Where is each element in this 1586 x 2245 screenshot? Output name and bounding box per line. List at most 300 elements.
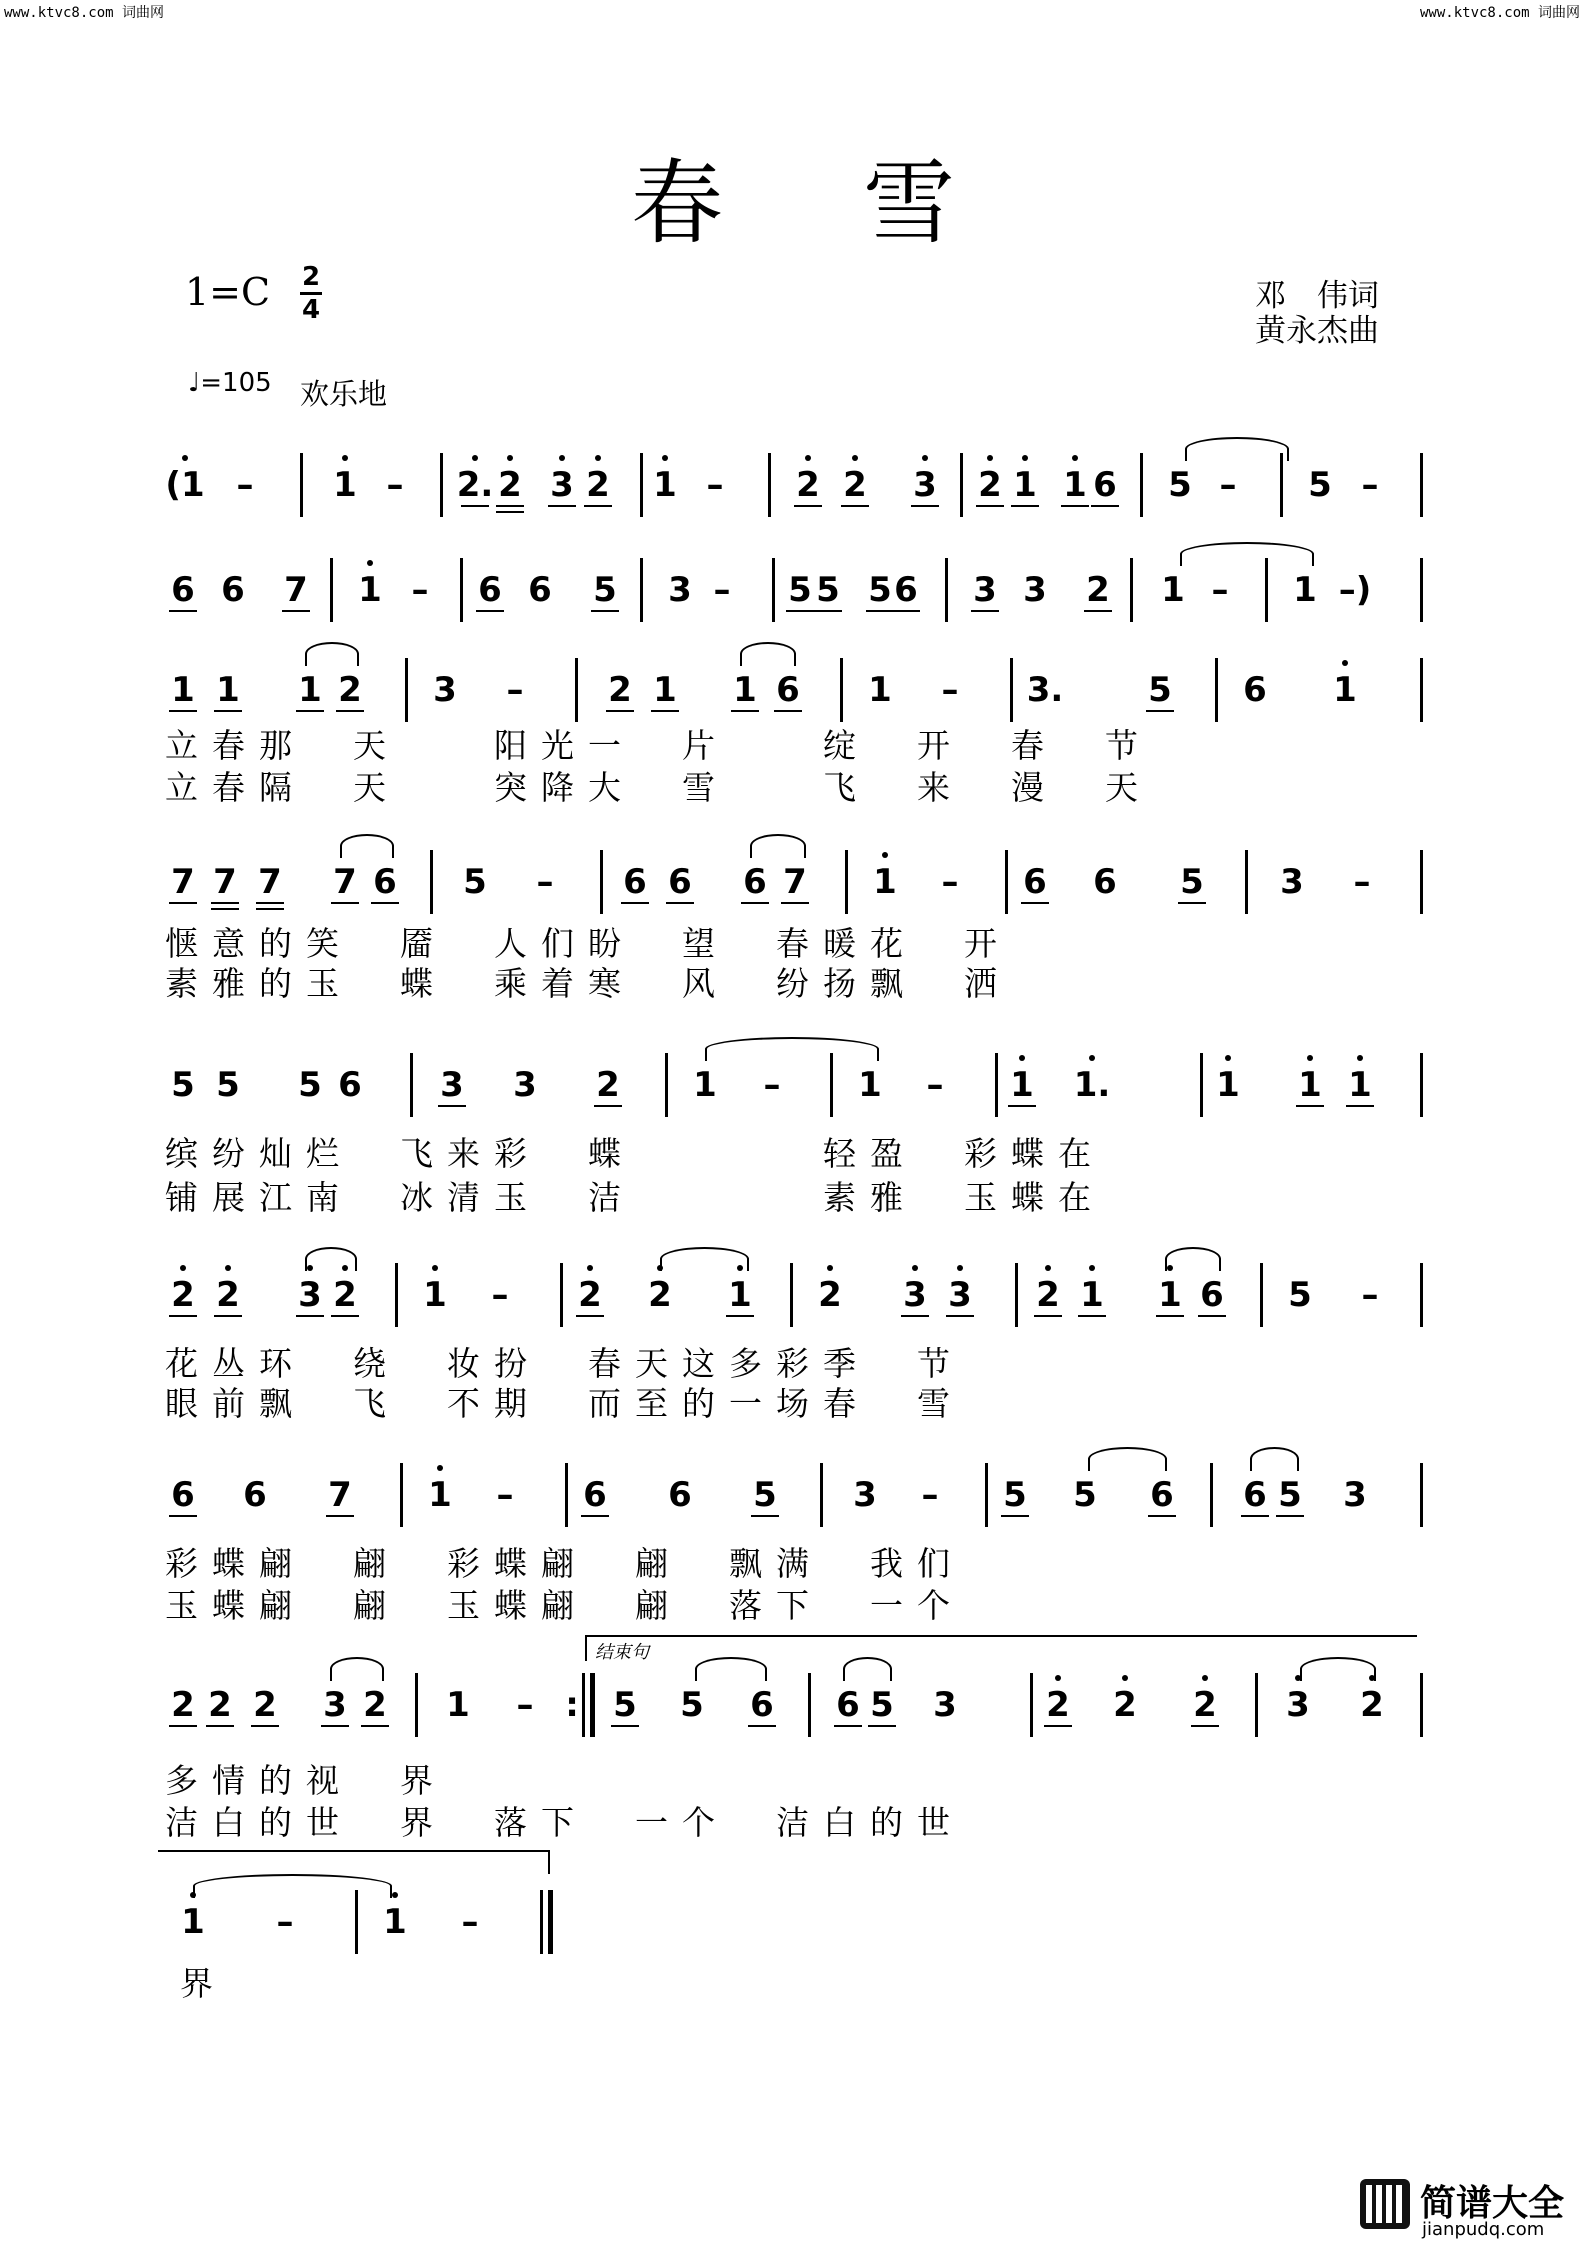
underline [331,1315,359,1317]
underline [1276,1515,1304,1517]
note: 1 [1348,1065,1372,1105]
lyric-row: 花丛环 绕 妆扮 春天这多彩季 节 [165,1344,964,1383]
slur [1180,542,1314,566]
slur [1185,437,1289,461]
underline [169,902,197,904]
note: 2. [456,465,494,505]
underline [496,505,524,507]
note: 6 [373,862,397,902]
underline [976,505,1004,507]
octave-dot-high [912,1265,918,1271]
note: 1 [1333,670,1357,710]
barline [830,1053,833,1117]
underline [282,610,310,612]
barline [395,1263,398,1327]
underline [256,908,284,910]
note: 1 [171,670,195,710]
barline [300,453,303,517]
note: 5 [298,1065,322,1105]
note: 3 [433,670,457,710]
note: 7 [284,570,308,610]
underline [748,1725,776,1727]
note: 1 [1013,465,1037,505]
note: 1 [1298,1065,1322,1105]
note: 1 [428,1475,452,1515]
underline [866,610,894,612]
slur [660,1247,749,1271]
barline [790,1263,793,1327]
octave-dot-high [472,455,478,461]
composer-credit: 黄永杰曲 [1255,313,1379,349]
note: – [921,1475,939,1515]
note: – [386,465,404,505]
note: 5 [1180,862,1204,902]
octave-dot-high [1022,455,1028,461]
note: – [763,1065,781,1105]
barline [1015,1263,1018,1327]
note: 1. [1073,1065,1111,1105]
octave-dot-high [1089,1055,1095,1061]
note: 6 [338,1065,362,1105]
note: 1 [873,862,897,902]
note: – [506,670,524,710]
note: 3 [323,1685,347,1725]
barline [960,453,963,517]
lyric-row: 立春那 天 阳光一 片 绽 开 春 节 [165,726,1152,765]
underline [621,902,649,904]
note: 6 [1200,1275,1224,1315]
slur [305,642,359,666]
underline [169,1515,197,1517]
underline [576,1315,604,1317]
octave-dot-high [882,852,888,858]
logo-url: jianpudq.com [1422,2219,1545,2240]
watermark-left: www.ktvc8.com 词曲网 [4,5,165,21]
underline [1011,505,1039,507]
underline [1078,1315,1106,1317]
octave-dot-high [922,455,928,461]
underline [211,908,239,910]
note: 6 [1093,465,1117,505]
underline [781,902,809,904]
barline [995,1053,998,1117]
note: – [941,670,959,710]
note: 5 [1278,1475,1302,1515]
underline [1296,1105,1324,1107]
note: 6 [1243,670,1267,710]
barline [430,850,433,914]
note: 7 [213,862,237,902]
underline [1034,1315,1062,1317]
note: 1 [728,1275,752,1315]
octave-dot-high [1225,1055,1231,1061]
underline [774,710,802,712]
underline [496,511,524,513]
note: 1 [216,670,240,710]
note: 2 [363,1685,387,1725]
note: – [411,570,429,610]
note: 1 [693,1065,717,1105]
note: 1 [181,1902,205,1942]
barline [840,658,843,722]
note: 2 [171,1275,195,1315]
octave-dot-high [225,1265,231,1271]
underline [1008,1105,1036,1107]
octave-dot-high [1072,455,1078,461]
underline [169,610,197,612]
note: 6 [528,570,552,610]
barline [560,1263,563,1327]
note: 5 [816,570,840,610]
underline [296,1315,324,1317]
logo-name: 简谱大全 [1420,2183,1565,2224]
barline [768,453,771,517]
note: 5 [680,1685,704,1725]
underline [214,1315,242,1317]
note: 6 [243,1475,267,1515]
note: 5 [171,1065,195,1105]
note: 1 [446,1685,470,1725]
note: 5 [613,1685,637,1725]
note: 3 [440,1065,464,1105]
note: 2 [216,1275,240,1315]
note: 6 [171,1475,195,1515]
note: 7 [258,862,282,902]
barline [1030,1673,1033,1737]
octave-dot-high [827,1265,833,1271]
underline [336,710,364,712]
underline [841,505,869,507]
note: 2 [796,465,820,505]
note: 5 [1003,1475,1027,1515]
note: 6 [894,570,918,610]
note: 1 [1216,1065,1240,1105]
note: 2 [1046,1685,1070,1725]
note: 3 [1023,570,1047,610]
barline [355,1890,358,1954]
octave-dot-high [367,560,373,566]
lyricist-credit: 邓 伟词 [1255,278,1379,314]
note: 6 [668,862,692,902]
site-logo [1360,2175,1580,2239]
note: 2 [253,1685,277,1725]
note: 1 [358,570,382,610]
barline [1210,1463,1213,1527]
slur [740,642,796,666]
note: 2 [338,670,362,710]
barline [565,1463,568,1527]
note: 7 [333,862,357,902]
barline [590,1673,595,1737]
underline [751,1515,779,1517]
lyric-row: 洁白的世 界 落下 一个 洁白的世 [165,1803,964,1842]
octave-dot-high [852,455,858,461]
note: – [1361,465,1379,505]
note: 3 [1343,1475,1367,1515]
octave-dot-high [432,1265,438,1271]
barline [582,1673,585,1737]
note: –) [1338,570,1372,610]
note: 3 [933,1685,957,1725]
octave-dot-high [1122,1675,1128,1681]
note: 1 [653,670,677,710]
barline [772,558,775,622]
note: 6 [750,1685,774,1725]
note: 3 [853,1475,877,1515]
lyric-row: 素雅的玉 蝶 乘着寒 风 纷扬飘 洒 [165,964,1011,1003]
note: 6 [623,862,647,902]
lyric-row: 多情的视 界 [165,1761,447,1800]
note: 2 [596,1065,620,1105]
underline [911,505,939,507]
slur [305,1247,357,1271]
time-signature-top: 2 [301,262,321,292]
underline [1191,1725,1219,1727]
note: – [276,1902,294,1942]
octave-dot-high [1055,1675,1061,1681]
underline [726,1315,754,1317]
lyric-row: 彩蝶翩 翩 彩蝶翩 翩 飘满 我们 [165,1544,964,1583]
note: – [1353,862,1371,902]
note: 2 [1193,1685,1217,1725]
note: 3. [1026,670,1064,710]
underline [251,1725,279,1727]
note: – [461,1902,479,1942]
barline [1140,453,1143,517]
note: 6 [171,570,195,610]
barline [640,558,643,622]
note: – [941,862,959,902]
underline [901,1315,929,1317]
underline [868,1725,896,1727]
note: 7 [171,862,195,902]
note: 1 [1293,570,1317,610]
underline [946,1315,974,1317]
underline [476,610,504,612]
octave-dot-high [1202,1675,1208,1681]
note: 6 [583,1475,607,1515]
barline [1420,453,1423,517]
barline [415,1673,418,1737]
barline [985,1463,988,1527]
underline [1001,1515,1029,1517]
barline [1200,1053,1203,1117]
lyric-row: 界 [180,1964,227,2003]
octave-dot-high [1045,1265,1051,1271]
note: – [1361,1275,1379,1315]
note: – [516,1685,534,1725]
note: 2 [843,465,867,505]
note: – [926,1065,944,1105]
note: – [713,570,731,610]
tempo-mark: ♩=105 [188,368,272,398]
underline [581,1515,609,1517]
underline [594,1105,622,1107]
barline [410,1053,413,1117]
lyric-row: 玉蝶翩 翩 玉蝶翩 翩 落下 一个 [165,1586,964,1625]
octave-dot-high [1342,660,1348,666]
note: 1 [1161,570,1185,610]
barline [1260,1263,1263,1327]
barline [405,658,408,722]
note: 3 [913,465,937,505]
lyric-row: 缤纷灿烂 飞来彩 蝶 轻盈 彩蝶在 [165,1134,1105,1173]
underline [206,1725,234,1727]
note: 6 [1093,862,1117,902]
underline [1156,1315,1184,1317]
note: 5 [1073,1475,1097,1515]
octave-dot-high [392,1892,398,1898]
note: 2 [586,465,610,505]
note: 2 [978,465,1002,505]
underline [1148,1515,1176,1517]
octave-dot-high [805,455,811,461]
underline [1084,610,1112,612]
note: 5 [463,862,487,902]
note: 5 [1148,670,1172,710]
note: 2 [818,1275,842,1315]
underline [548,505,576,507]
underline [606,710,634,712]
note: (1 [165,465,205,505]
note: 2 [1086,570,1110,610]
note: – [496,1475,514,1515]
underline [651,710,679,712]
barline [1005,850,1008,914]
underline [1044,1725,1072,1727]
barline [1130,558,1133,622]
note: 1 [1080,1275,1104,1315]
underline [438,1105,466,1107]
note: 6 [478,570,502,610]
ending-label: 结束句 [595,1642,649,1663]
note: 3 [668,570,692,610]
note: 3 [903,1275,927,1315]
barline [1420,558,1423,622]
octave-dot-high [182,455,188,461]
lyric-row: 立春隔 天 突降大 雪 飞 来 漫 天 [165,768,1152,807]
note: : [565,1685,579,1725]
note: 6 [836,1685,860,1725]
slur [705,1037,879,1061]
watermark-right: www.ktvc8.com 词曲网 [1420,5,1581,21]
underline [1241,1515,1269,1517]
underline [591,610,619,612]
underline [326,1515,354,1517]
song-title: 春雪 [630,150,1095,257]
underline [1146,710,1174,712]
barline [1420,658,1423,722]
barline [1245,850,1248,914]
barline [1265,558,1268,622]
underline [256,902,284,904]
barline [820,1463,823,1527]
note: 6 [1150,1475,1174,1515]
underline [211,902,239,904]
note: – [536,862,554,902]
note: 2 [171,1685,195,1725]
octave-dot-high [1357,1055,1363,1061]
note: 1 [1158,1275,1182,1315]
key-signature: 1=C [185,270,271,314]
underline [1346,1105,1374,1107]
octave-dot-high [437,1465,443,1471]
note: 1 [1063,465,1087,505]
note: 5 [1168,465,1192,505]
note: – [1219,465,1237,505]
time-signature [300,262,322,325]
barline [1010,658,1013,722]
slur [340,834,394,858]
lyric-row: 铺展江南 冰清玉 洁 素雅 玉蝶在 [165,1178,1105,1217]
note: 6 [668,1475,692,1515]
note: 2 [648,1275,672,1315]
note: 1 [333,465,357,505]
barline [540,1890,543,1954]
lyric-row: 惬意的笑 靥 人们盼 望 春暖花 开 [165,924,1011,963]
underline [1061,505,1089,507]
octave-dot-high [180,1265,186,1271]
barline [665,1053,668,1117]
underline [584,505,612,507]
note: 1 [733,670,757,710]
barline [1420,1673,1423,1737]
underline [1198,1315,1226,1317]
ending-bracket [585,1635,1417,1661]
note: 6 [1023,862,1047,902]
note: 3 [550,465,574,505]
note: 1 [858,1065,882,1105]
barline [1280,453,1283,517]
barline [575,658,578,722]
octave-dot-high [595,455,601,461]
slur [1088,1447,1167,1471]
slur [193,1874,392,1898]
underline [371,902,399,904]
octave-dot-high [1019,1055,1025,1061]
barline [945,558,948,622]
underline [169,1725,197,1727]
underline [321,1725,349,1727]
barline [845,850,848,914]
underline [666,902,694,904]
octave-dot-high [1307,1055,1313,1061]
note: 7 [783,862,807,902]
note: 2 [498,465,522,505]
underline [169,1315,197,1317]
note: 5 [868,570,892,610]
underline [296,710,324,712]
barline [1420,850,1423,914]
note: 3 [1280,862,1304,902]
octave-dot-high [662,455,668,461]
slur [330,1657,384,1681]
underline [361,1725,389,1727]
barline [808,1673,811,1737]
note: 2 [578,1275,602,1315]
slur [1250,1447,1299,1471]
note: 5 [753,1475,777,1515]
ending-bracket-continued [158,1850,550,1874]
note: 3 [298,1275,322,1315]
note: 2 [1360,1685,1384,1725]
note: 5 [216,1065,240,1105]
barline [1255,1673,1258,1737]
note: 1 [1010,1065,1034,1105]
note: – [236,465,254,505]
underline [611,1725,639,1727]
barline [330,558,333,622]
